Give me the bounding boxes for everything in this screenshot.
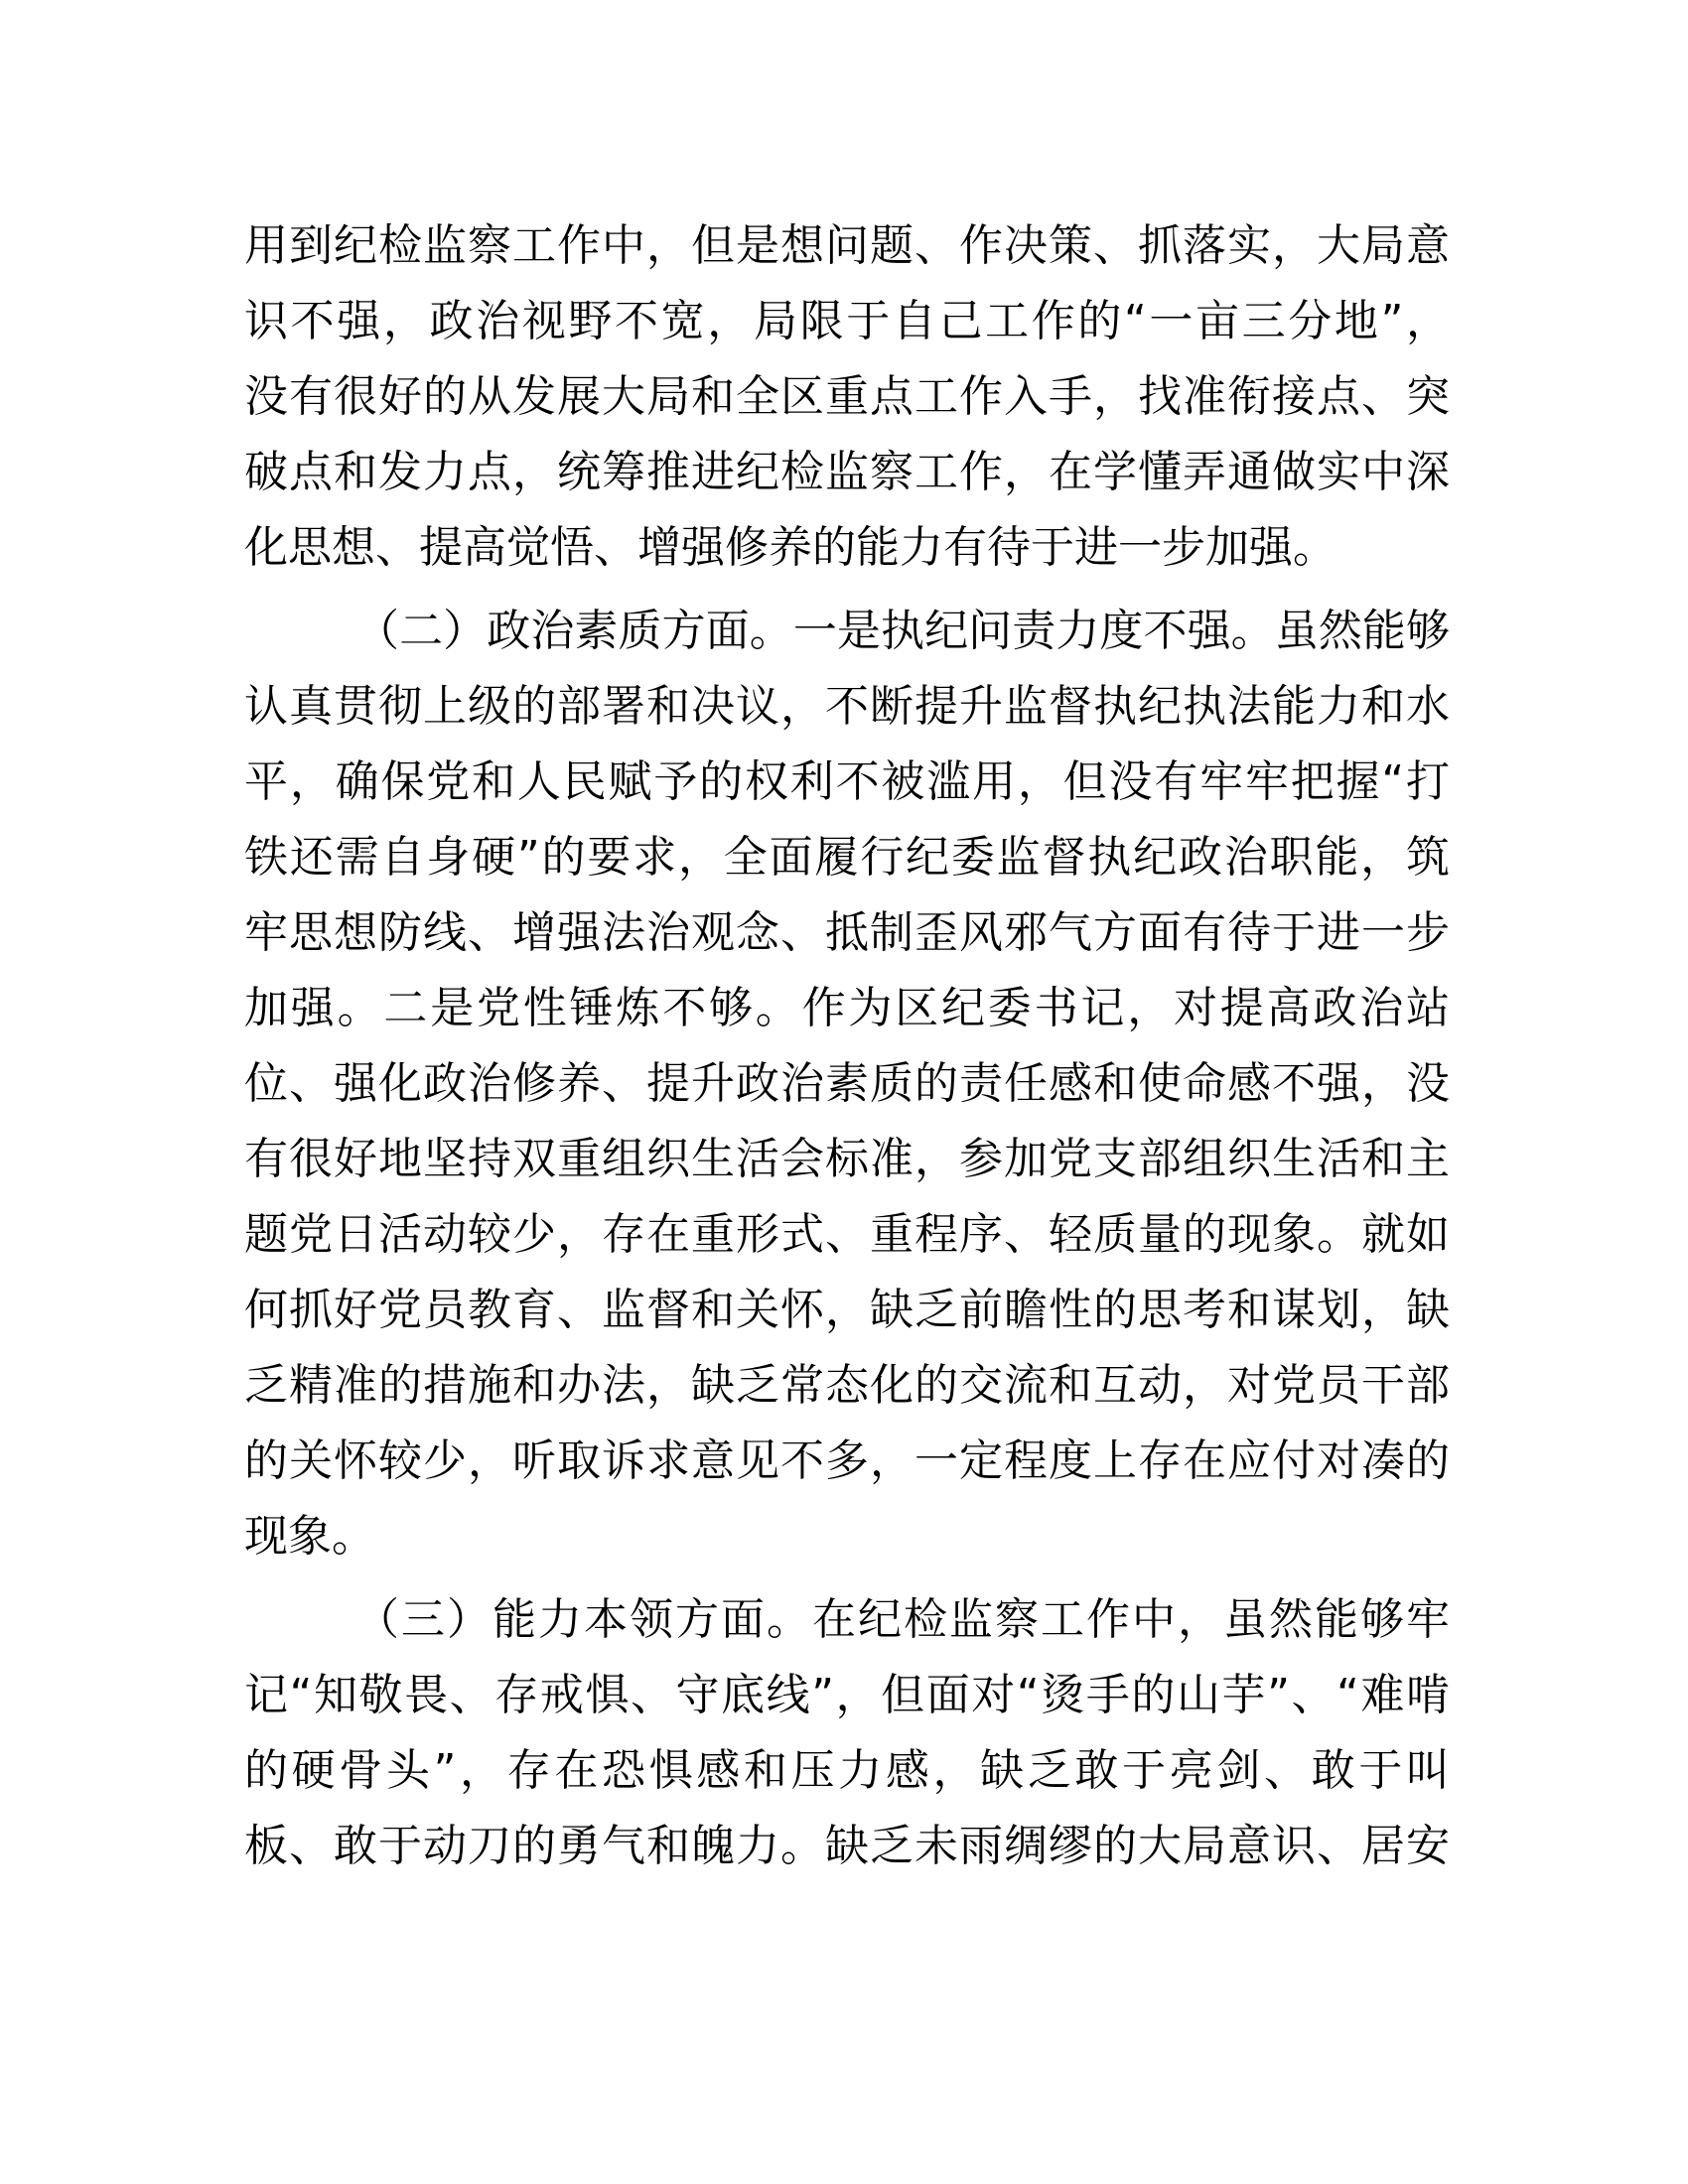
paragraph-section-3 <box>244 1582 1450 1884</box>
text-line: 题党日活动较少，存在重形式、重程序、轻质量的现象。就如 <box>244 1209 1450 1260</box>
text-line: 记“知敬畏、存戒惧、守底线”，但面对“烫手的山芋”、“难啃 <box>244 1670 1450 1720</box>
text-line: 的硬骨头”，存在恐惧感和压力感，缺乏敢于亮剑、敢于叫 <box>244 1745 1450 1796</box>
text-line: 的关怀较少，听取诉求意见不多，一定程度上存在应付对凑的 <box>244 1435 1450 1486</box>
section-heading-line: （三）能力本领方面。在纪检监察工作中，虽然能够牢 <box>355 1594 1450 1645</box>
text-line: 破点和发力点，统筹推进纪检监察工作，在学懂弄通做实中深 <box>244 447 1450 497</box>
document-body <box>244 208 1450 1884</box>
paragraph-continued <box>244 208 1450 586</box>
text-line: 识不强，政治视野不宽，局限于自己工作的“一亩三分地”， <box>244 296 1450 346</box>
text-line: 用到纪检监察工作中，但是想问题、作决策、抓落实，大局意 <box>244 220 1450 271</box>
section-heading-line: （二）政治素质方面。一是执纪问责力度不强。虽然能够 <box>355 606 1450 656</box>
paragraph-section-2 <box>244 594 1450 1574</box>
text-line: 有很好地坚持双重组织生活会标准，参加党支部组织生活和主 <box>244 1134 1450 1184</box>
text-line: 平，确保党和人民赋予的权利不被滥用，但没有牢牢把握“打 <box>244 756 1450 807</box>
text-line: 认真贯彻上级的部署和决议，不断提升监督执纪执法能力和水 <box>244 681 1450 732</box>
text-line: 加强。二是党性锤炼不够。作为区纪委书记，对提高政治站 <box>244 983 1450 1033</box>
text-line: 位、强化政治修养、提升政治素质的责任感和使命感不强，没 <box>244 1058 1450 1109</box>
text-line: 没有很好的从发展大局和全区重点工作入手，找准衔接点、突 <box>244 371 1450 422</box>
text-line: 板、敢于动刀的勇气和魄力。缺乏未雨绸缪的大局意识、居安 <box>244 1821 1450 1871</box>
text-line: 乏精准的措施和办法，缺乏常态化的交流和互动，对党员干部 <box>244 1360 1450 1411</box>
text-line: 何抓好党员教育、监督和关怀，缺乏前瞻性的思考和谋划，缺 <box>244 1285 1450 1335</box>
text-line: 现象。 <box>244 1511 375 1562</box>
text-line: 铁还需自身硬”的要求，全面履行纪委监督执纪政治职能，筑 <box>244 832 1450 883</box>
text-line: 牢思想防线、增强法治观念、抵制歪风邪气方面有待于进一步 <box>244 907 1450 958</box>
text-line: 化思想、提高觉悟、增强修养的能力有待于进一步加强。 <box>244 522 1336 573</box>
